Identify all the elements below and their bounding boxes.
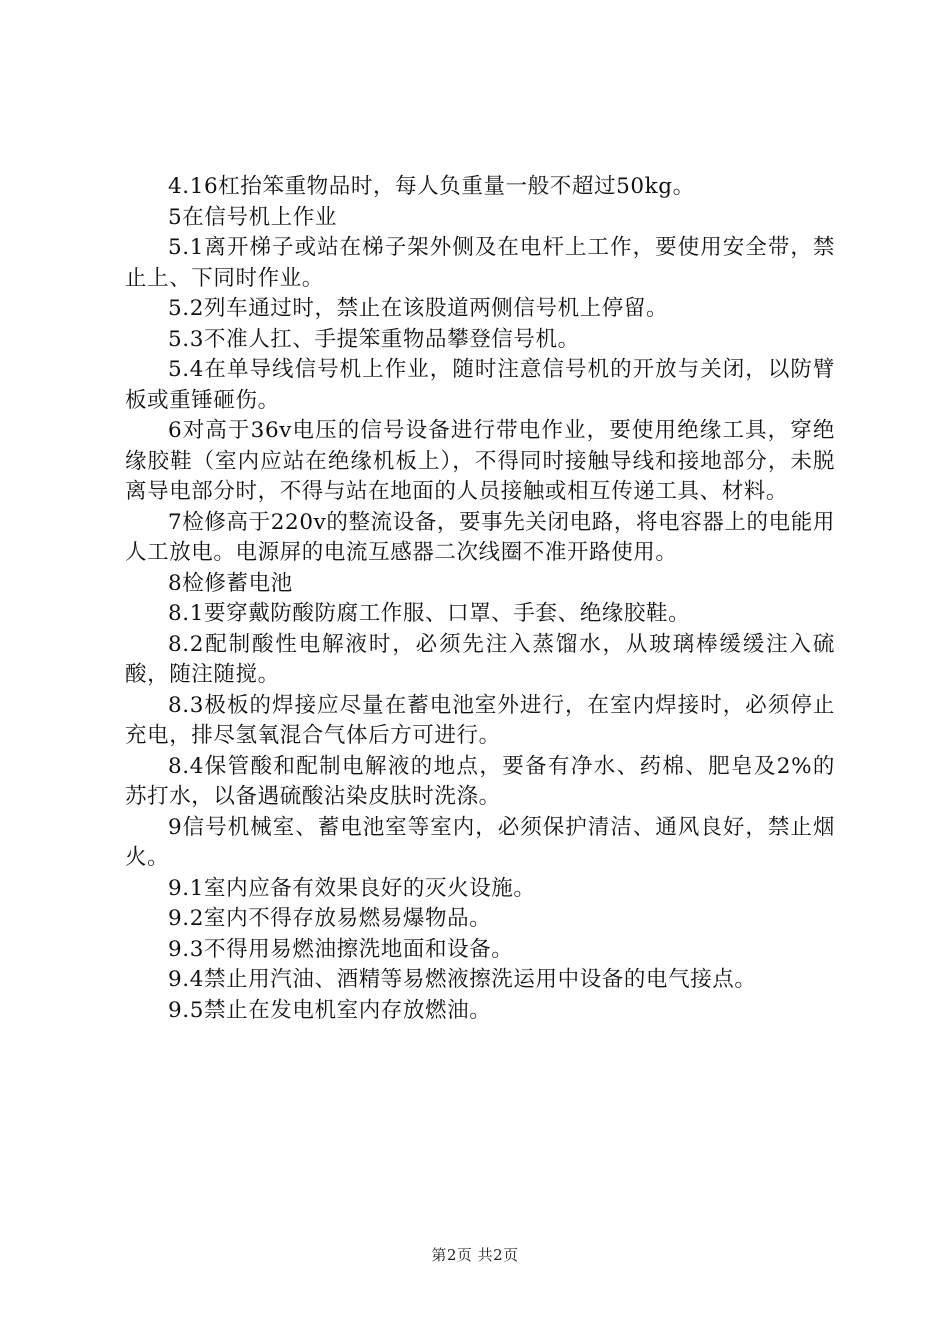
heading-8: 8检修蓄电池: [168, 570, 293, 596]
page-footer: 第2页 共2页: [431, 1246, 519, 1264]
paragraph-6: 6对高于36v电压的信号设备进行带电作业，要使用绝缘工具，穿绝缘胶鞋（室内应站在绝缘机板上），不得同时接触导线和接地部分，未脱离导电部分时，不得与站在地面的人员接触或相互传递工具、材料。: [125, 418, 835, 504]
paragraph-5-1: 5.1离开梯子或站在梯子架外侧及在电杆上工作，要使用安全带，禁止上、下同时作业。: [125, 235, 835, 291]
paragraph-9-5: 9.5禁止在发电机室内存放燃油。: [168, 997, 492, 1023]
heading-5: 5在信号机上作业: [168, 204, 337, 230]
paragraph-8-1: 8.1要穿戴防酸防腐工作服、口罩、手套、绝缘胶鞋。: [168, 601, 691, 626]
paragraph-9-3: 9.3不得用易燃油擦洗地面和设备。: [168, 936, 514, 962]
paragraph-8-3: 8.3极板的焊接应尽量在蓄电池室外进行，在室内焊接时，必须停止充电，排尽氢氧混合气体后方可进行。: [125, 692, 835, 748]
paragraph-5-3: 5.3不准人扛、手提笨重物品攀登信号机。: [168, 326, 580, 352]
document-body: [125, 172, 835, 1026]
paragraph-9-2: 9.2室内不得存放易燃易爆物品。: [168, 906, 492, 931]
paragraph-8-2: 8.2配制酸性电解液时，必须先注入蒸馏水，从玻璃棒缓缓注入硫酸，随注随搅。: [125, 631, 835, 687]
paragraph-9: 9信号机械室、蓄电池室等室内，必须保护清洁、通风良好，禁止烟火。: [125, 814, 835, 870]
paragraph-8-4: 8.4保管酸和配制电解液的地点，要备有净水、药棉、肥皂及2%的苏打水，以备遇硫酸沾染皮肤时洗涤。: [125, 753, 835, 809]
paragraph-9-4: 9.4禁止用汽油、酒精等易燃液擦洗运用中设备的电气接点。: [168, 967, 757, 992]
paragraph-9-1: 9.1室内应备有效果良好的灭火设施。: [168, 875, 536, 901]
paragraph-7: 7检修高于220v的整流设备，要事先关闭电路，将电容器上的电能用人工放电。电源屏的电流互感器二次线圈不准开路使用。: [125, 509, 835, 565]
paragraph-5-4: 5.4在单导线信号机上作业，随时注意信号机的开放与关闭，以防臂板或重锤砸伤。: [125, 357, 835, 413]
paragraph-4-16: 4.16杠抬笨重物品时，每人负重量一般不超过50kg。: [168, 174, 695, 199]
paragraph-5-2: 5.2列车通过时，禁止在该股道两侧信号机上停留。: [168, 296, 669, 321]
